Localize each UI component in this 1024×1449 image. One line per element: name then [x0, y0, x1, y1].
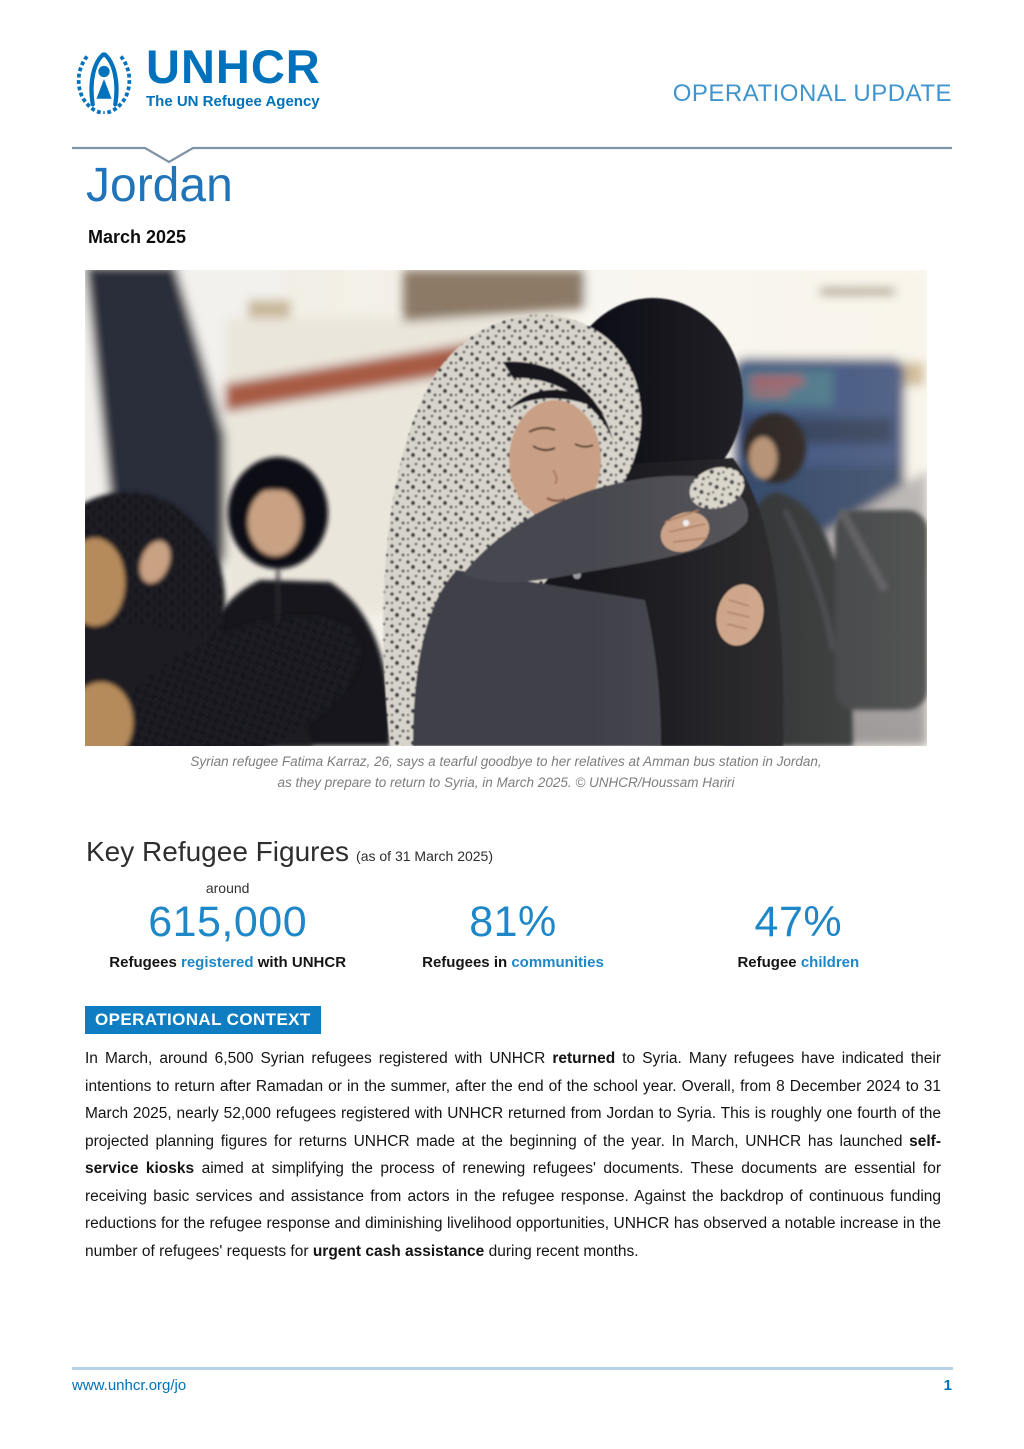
stat-value: 615,000 [148, 898, 308, 946]
key-figures-row [85, 880, 941, 971]
logo-wordmark: UNHCR [146, 40, 321, 93]
photo-caption-line2: as they prepare to return to Syria, in March 2025. © UNHCR/Houssam Hariri [277, 775, 735, 790]
page-title: Jordan [86, 159, 233, 212]
operational-context-section [85, 1006, 941, 1265]
logo-tagline: The UN Refugee Agency [146, 93, 320, 110]
operational-context-paragraph: In March, around 6,500 Syrian refugees registered with UNHCR returned to Syria. Many refugees have indicated their intentions to return after Ramadan or in the summer, after the end of the school year. Overall, from 8 December 2024 to 31 March 2025, nearly 52,000 refugees registered with UNHCR returned from Jordan to Syria. This is roughly one fourth of the projected planning figures for returns UNHCR made at the beginning of the year. In March, UNHCR has launched self-service kiosks aimed at simplifying the process of renewing refugees' documents. These documents are essential for receiving basic services and assistance from actors in the refugee response. Against the backdrop of continuous funding reductions for the refugee response and diminishing livelihood opportunities, UNHCR has observed a notable increase in the number of refugees' requests for urgent cash assistance during recent months. [85, 1050, 941, 1260]
key-figures-title: Key Refugee Figures [86, 836, 350, 867]
report-period: March 2025 [88, 227, 187, 247]
stat-label: Refugees registered with UNHCR [109, 954, 347, 971]
stat-value: 47% [754, 898, 843, 946]
photo-caption [85, 751, 927, 793]
page-number: 1 [943, 1377, 952, 1394]
cover-photo [85, 270, 927, 746]
footer-divider [72, 1367, 953, 1370]
stat-communities [370, 880, 655, 971]
stat-value: 81% [469, 898, 557, 946]
stat-label: Refugee children [737, 954, 860, 971]
cover-photo-illustration [85, 270, 927, 746]
key-figures-heading [86, 836, 493, 868]
doc-type-label: OPERATIONAL UPDATE [672, 80, 952, 107]
operational-context-heading: OPERATIONAL CONTEXT [85, 1006, 321, 1034]
stat-registered [85, 880, 370, 971]
stat-qualifier [370, 880, 655, 899]
unhcr-logo [72, 40, 321, 114]
stat-qualifier: around [205, 880, 250, 896]
stat-qualifier [656, 880, 941, 899]
photo-caption-line1: Syrian refugee Fatima Karraz, 26, says a tearful goodbye to her relatives at Amman bus station in Jordan, [190, 754, 822, 769]
logo-text [146, 40, 321, 110]
stat-children [656, 880, 941, 971]
stat-label: Refugees in communities [422, 954, 604, 971]
key-figures-asof: (as of 31 March 2025) [356, 848, 494, 864]
footer-url-link[interactable]: www.unhcr.org/jo [72, 1377, 187, 1394]
unhcr-emblem-icon [72, 44, 136, 114]
